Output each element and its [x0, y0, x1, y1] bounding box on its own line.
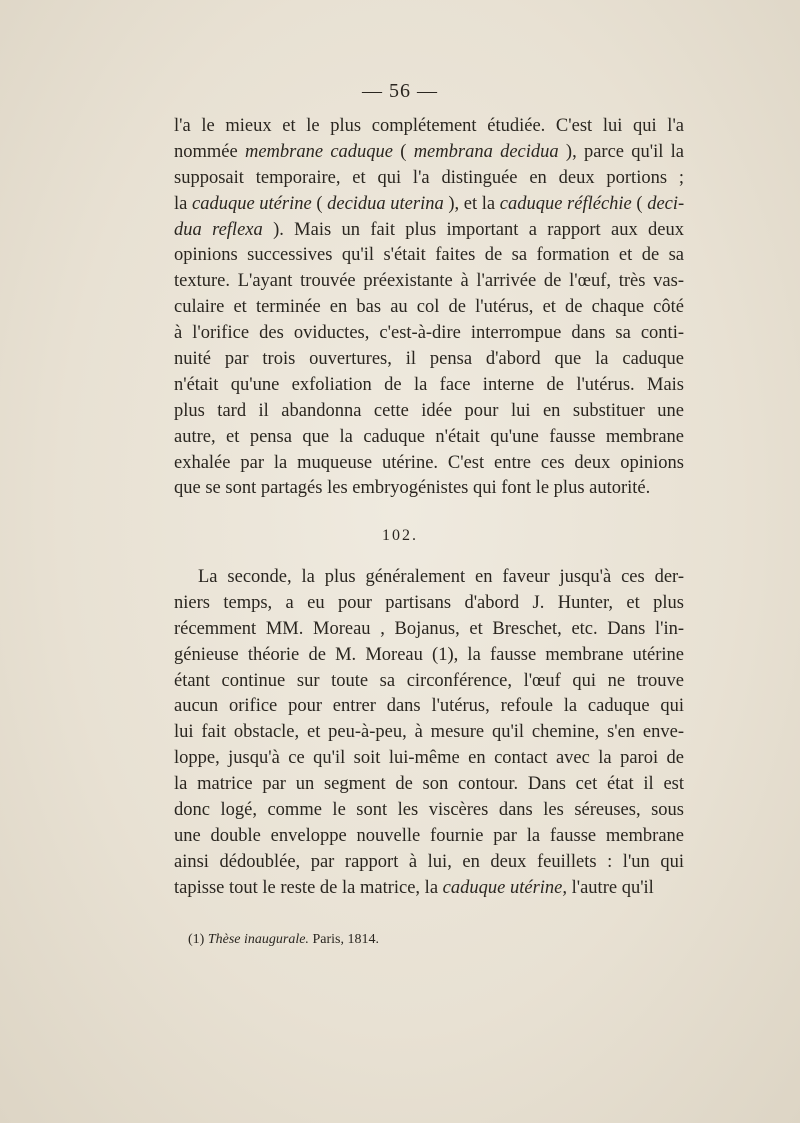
- text-segment: (: [311, 193, 328, 214]
- text-line: [174, 321, 684, 347]
- text-segment: opinions successives qu'il s'était faites de sa formation et de sa: [174, 245, 684, 266]
- text-segment: lui fait obstacle, et peu-à-peu, à mesure qu'il chemine, s'en enve-: [174, 722, 684, 743]
- italic-text: caduque utérine: [191, 193, 312, 214]
- text-segment: autre, et pensa que la caduque n'était qu'une fausse membrane: [174, 426, 684, 447]
- text-segment: l'a le mieux et le plus complétement étudiée. C'est lui qui l'a: [174, 116, 684, 136]
- paragraph-2: [174, 565, 684, 902]
- text-line: [174, 114, 684, 140]
- text-line: [174, 876, 684, 902]
- text-segment: que se sont partagés les embryogénistes qui font le plus autorité.: [174, 478, 651, 499]
- italic-text: deci-: [647, 193, 685, 214]
- text-line: [174, 140, 684, 166]
- text-line: [174, 295, 684, 321]
- text-segment: tapisse tout le reste de la matrice, la: [174, 877, 443, 898]
- italic-text: caduque réfléchie: [499, 193, 632, 214]
- text-segment: ), parce qu'il la: [558, 141, 684, 162]
- text-line: [174, 243, 684, 269]
- italic-text: caduque utérine,: [442, 877, 567, 898]
- text-segment: plus tard il abandonna cette idée pour lui en substituer une: [174, 400, 684, 421]
- text-line: [174, 269, 684, 295]
- text-line: [174, 850, 684, 876]
- text-line: [174, 218, 684, 244]
- text-line: [174, 694, 684, 720]
- text-line: [174, 824, 684, 850]
- text-segment: texture. L'ayant trouvée préexistante à l'arrivée de l'œuf, très vas-: [174, 271, 684, 292]
- text-segment: nuité par trois ouvertures, il pensa d'abord que la caduque: [174, 349, 684, 370]
- text-line: [174, 192, 684, 218]
- text-segment: une double enveloppe nouvelle fournie par la fausse membrane: [174, 825, 684, 846]
- paragraph-1: [174, 114, 684, 502]
- text-segment: culaire et terminée en bas au col de l'utérus, et de chaque côté: [174, 297, 684, 318]
- section-number: 102.: [382, 527, 418, 544]
- text-segment: la matrice par un segment de son contour. Dans cet état il est: [174, 774, 684, 795]
- text-segment: nommée: [174, 141, 245, 162]
- italic-text: membrane caduque: [244, 141, 393, 162]
- text-segment: ), et la: [443, 193, 500, 214]
- text-segment: la: [174, 193, 192, 214]
- italic-text: Thèse inaugurale.: [207, 932, 309, 947]
- text-segment: donc logé, comme le sont les viscères dans les séreuses, sous: [174, 800, 684, 821]
- text-segment: exhalée par la muqueuse utérine. C'est entre ces deux opinions: [174, 452, 684, 473]
- text-line: [174, 617, 684, 643]
- text-segment: (1): [188, 932, 208, 947]
- text-segment: La seconde, la plus généralement en faveur jusqu'à ces der-: [198, 567, 684, 587]
- text-line: [174, 166, 684, 192]
- text-line: [174, 373, 684, 399]
- text-line: [174, 746, 684, 772]
- footnote: [188, 930, 379, 950]
- italic-text: dua reflexa: [174, 219, 263, 240]
- text-line: [174, 591, 684, 617]
- text-line: [174, 451, 684, 477]
- text-segment: l'autre qu'il: [567, 877, 654, 898]
- text-segment: supposait temporaire, et qui l'a distinguée en deux portions ;: [174, 167, 684, 188]
- text-segment: (: [393, 141, 414, 162]
- text-segment: (: [631, 193, 648, 214]
- text-segment: aucun orifice pour entrer dans l'utérus, refoule la caduque qui: [174, 696, 684, 717]
- text-segment: étant continue sur toute sa circonférence, l'œuf qui ne trouve: [174, 670, 684, 691]
- text-line: [174, 798, 684, 824]
- text-line: [174, 347, 684, 373]
- text-segment: ainsi dédoublée, par rapport à lui, en deux feuillets : l'un qui: [174, 851, 684, 872]
- text-line: [174, 669, 684, 695]
- italic-text: decidua uterina: [327, 193, 444, 214]
- text-segment: à l'orifice des oviductes, c'est-à-dire interrompue dans sa conti-: [174, 323, 684, 344]
- text-segment: génieuse théorie de M. Moreau (1), la fausse membrane utérine: [174, 644, 684, 665]
- text-line: [174, 399, 684, 425]
- text-line: [174, 720, 684, 746]
- text-line: [174, 476, 684, 502]
- text-line: [174, 425, 684, 451]
- text-segment: ). Mais un fait plus important a rapport aux deux: [262, 219, 684, 240]
- text-line: [174, 772, 684, 798]
- text-line: [174, 643, 684, 669]
- text-segment: récemment MM. Moreau , Bojanus, et Breschet, etc. Dans l'in-: [174, 618, 684, 639]
- text-segment: n'était qu'une exfoliation de la face interne de l'utérus. Mais: [174, 374, 684, 395]
- text-line: [174, 565, 684, 591]
- page-number: — 56 —: [362, 80, 438, 102]
- text-segment: loppe, jusqu'à ce qu'il soit lui-même en contact avec la paroi de: [174, 748, 684, 769]
- text-segment: niers temps, a eu pour partisans d'abord J. Hunter, et plus: [174, 592, 684, 613]
- italic-text: membrana decidua: [413, 141, 559, 162]
- text-segment: Paris, 1814.: [308, 932, 379, 947]
